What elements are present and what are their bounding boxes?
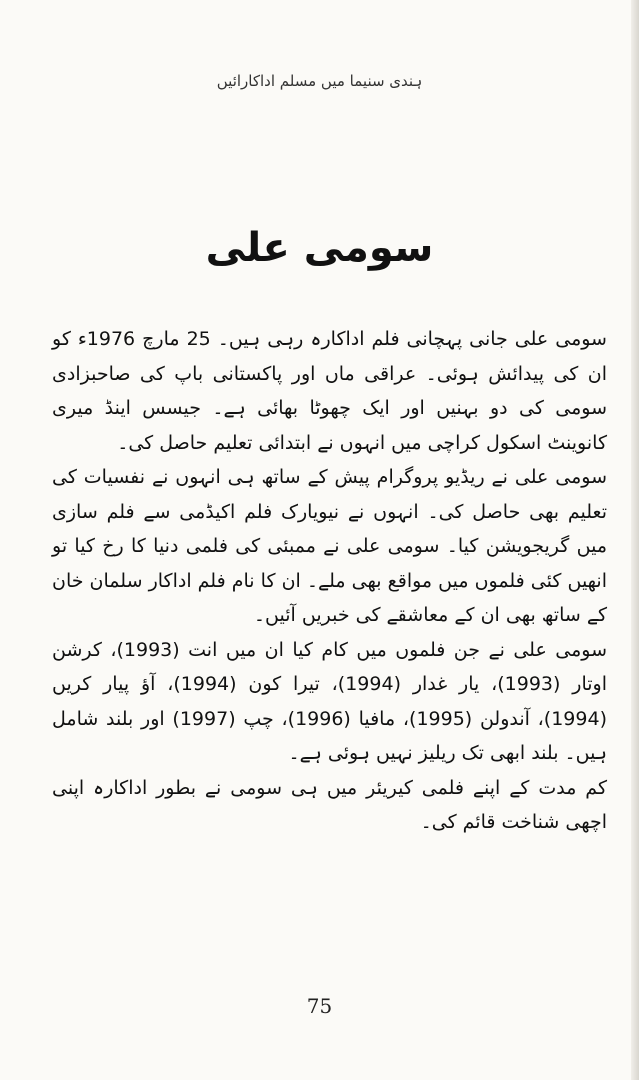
chapter-title: سومی علی <box>205 225 434 271</box>
page-number: 75 <box>306 994 333 1018</box>
running-header: ہندی سنیما میں مسلم اداکارائیں <box>216 72 423 90</box>
page-edge-shadow <box>631 0 639 1080</box>
paragraph-1: سومی علی جانی پہچانی فلم اداکارہ رہی ہیں۔ 25 مارچ 1976ء کو ان کی پیدائش ہوئی۔ عراقی ماں اور پاکستانی باپ کی صاحبزادی سومی کی دو بہنیں اور ایک چھوٹا بھائی ہے۔ جیسس اینڈ میری کانوینٹ اسکول کراچی میں انہوں نے ابتدائی تعلیم حاصل کی۔ <box>52 328 607 454</box>
paragraph-4: کم مدت کے اپنے فلمی کیریئر میں ہی سومی نے بطور اداکارہ اپنی اچھی شناخت قائم کی۔ <box>52 776 607 833</box>
paragraph-2: سومی علی نے ریڈیو پروگرام پیش کے ساتھ ہی انہوں نے نفسیات کی تعلیم بھی حاصل کی۔ انہوں نے نیویارک فلم اکیڈمی سے فلم سازی میں گریجویشن کیا۔ سومی علی نے ممبئی کی فلمی دنیا کا رخ کیا تو انھیں کئی فلموں میں مواقع بھی ملے۔ ان کا نام فلم اداکار سلمان خان کے ساتھ بھی ان کے معاشقے کی خبریں آئیں۔ <box>52 466 607 626</box>
body-text <box>52 322 607 840</box>
paragraph-3: سومی علی نے جن فلموں میں کام کیا ان میں انت (1993)، کرشن اوتار (1993)، یار غدار (1994)، تیرا کون (1994)، آؤ پیار کریں (1994)، آندولن (1995)، مافیا (1996)، چپ (1997) اور بلند شامل ہیں۔ بلند ابھی تک ریلیز نہیں ہوئی ہے۔ <box>52 638 608 764</box>
